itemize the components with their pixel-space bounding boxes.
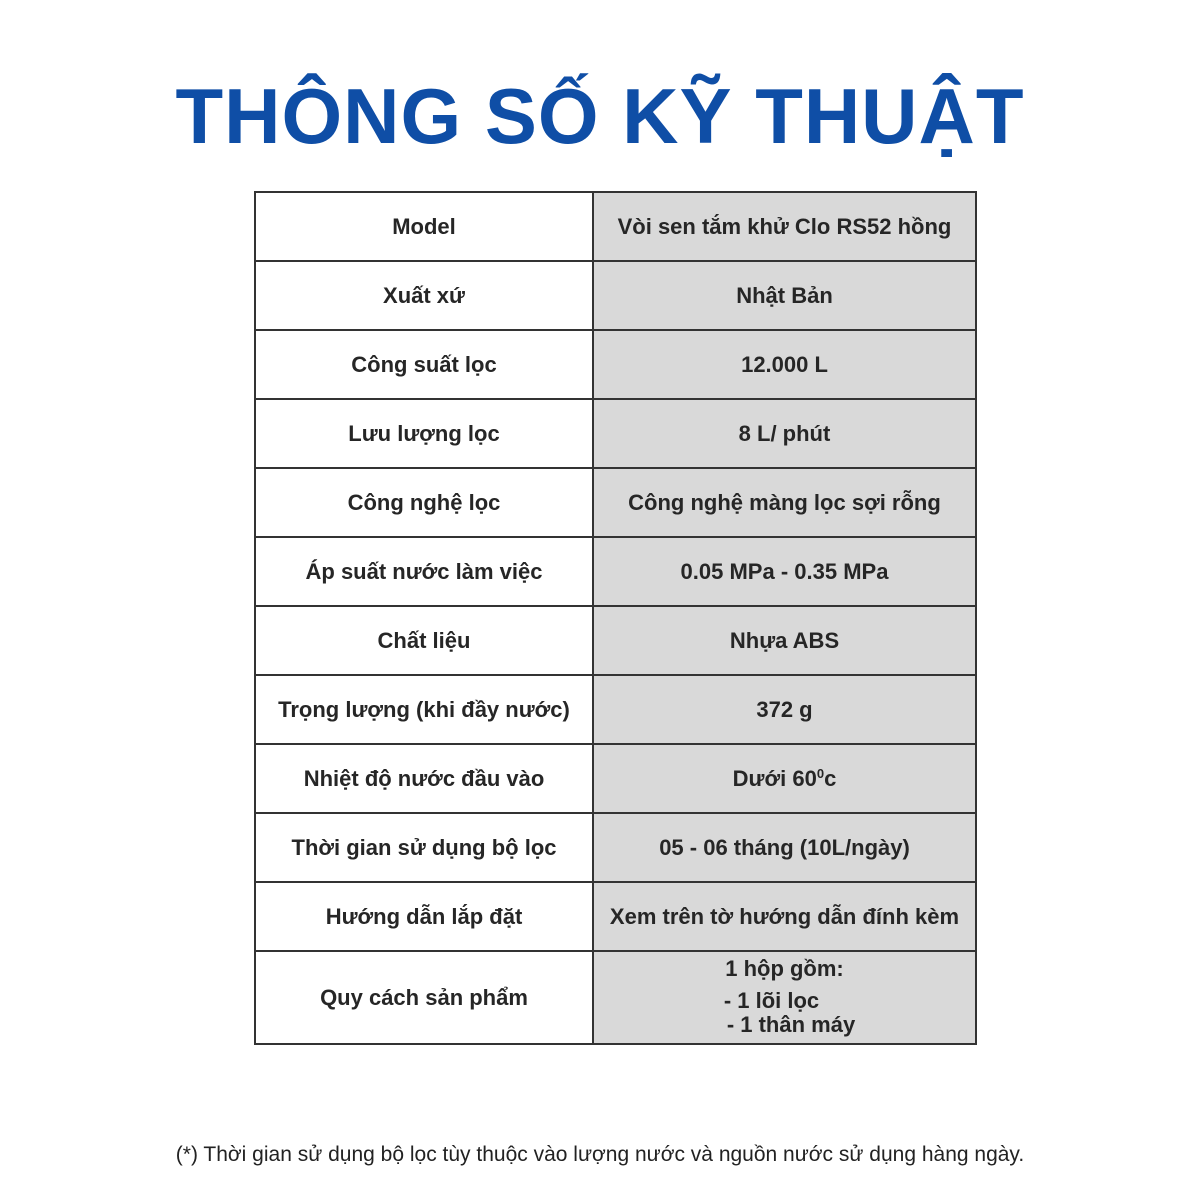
- table-row: [255, 813, 976, 882]
- page-title: THÔNG SỐ KỸ THUẬT: [175, 72, 1025, 160]
- table-row: [255, 675, 976, 744]
- table-row: [255, 330, 976, 399]
- spec-value-temperature: [593, 744, 976, 813]
- spec-value: Công nghệ màng lọc sợi rỗng: [593, 468, 976, 537]
- spec-value: 372 g: [593, 675, 976, 744]
- table-row: [255, 261, 976, 330]
- spec-value: 12.000 L: [593, 330, 976, 399]
- spec-value: Nhật Bản: [593, 261, 976, 330]
- spec-value: Xem trên tờ hướng dẫn đính kèm: [593, 882, 976, 951]
- spec-value: 05 - 06 tháng (10L/ngày): [593, 813, 976, 882]
- table-row: [255, 744, 976, 813]
- table-row: [255, 399, 976, 468]
- spec-label: Công suất lọc: [255, 330, 593, 399]
- temperature-value: Dưới 60: [732, 765, 817, 791]
- table-row: [255, 468, 976, 537]
- table-row: [255, 951, 976, 1044]
- package-contents: [714, 957, 855, 1037]
- package-item: - 1 thân máy: [726, 1012, 856, 1037]
- temperature-unit: c: [824, 765, 837, 791]
- table-row: [255, 882, 976, 951]
- spec-label: Model: [255, 192, 593, 261]
- spec-label: Áp suất nước làm việc: [255, 537, 593, 606]
- table-row: [255, 537, 976, 606]
- spec-value: Vòi sen tắm khử Clo RS52 hồng: [593, 192, 976, 261]
- spec-label: Quy cách sản phẩm: [255, 951, 593, 1044]
- footnote: (*) Thời gian sử dụng bộ lọc tùy thuộc vào lượng nước và nguồn nước sử dụng hàng ngày.: [175, 1143, 1025, 1166]
- spec-label: Công nghệ lọc: [255, 468, 593, 537]
- table-row: [255, 606, 976, 675]
- spec-label: Thời gian sử dụng bộ lọc: [255, 813, 593, 882]
- spec-value: 0.05 MPa - 0.35 MPa: [593, 537, 976, 606]
- package-heading: 1 hộp gồm:: [725, 956, 844, 981]
- spec-label: Xuất xứ: [255, 261, 593, 330]
- spec-label: Hướng dẫn lắp đặt: [255, 882, 593, 951]
- package-item: - 1 lõi lọc: [723, 988, 820, 1013]
- spec-value: 8 L/ phút: [593, 399, 976, 468]
- spec-label: Lưu lượng lọc: [255, 399, 593, 468]
- spec-label: Nhiệt độ nước đầu vào: [255, 744, 593, 813]
- table-row: [255, 192, 976, 261]
- spec-label: Chất liệu: [255, 606, 593, 675]
- spec-table: [254, 191, 977, 1045]
- spec-value-package: [593, 951, 976, 1044]
- spec-label: Trọng lượng (khi đầy nước): [255, 675, 593, 744]
- degree-superscript: 0: [816, 765, 825, 781]
- spec-value: Nhựa ABS: [593, 606, 976, 675]
